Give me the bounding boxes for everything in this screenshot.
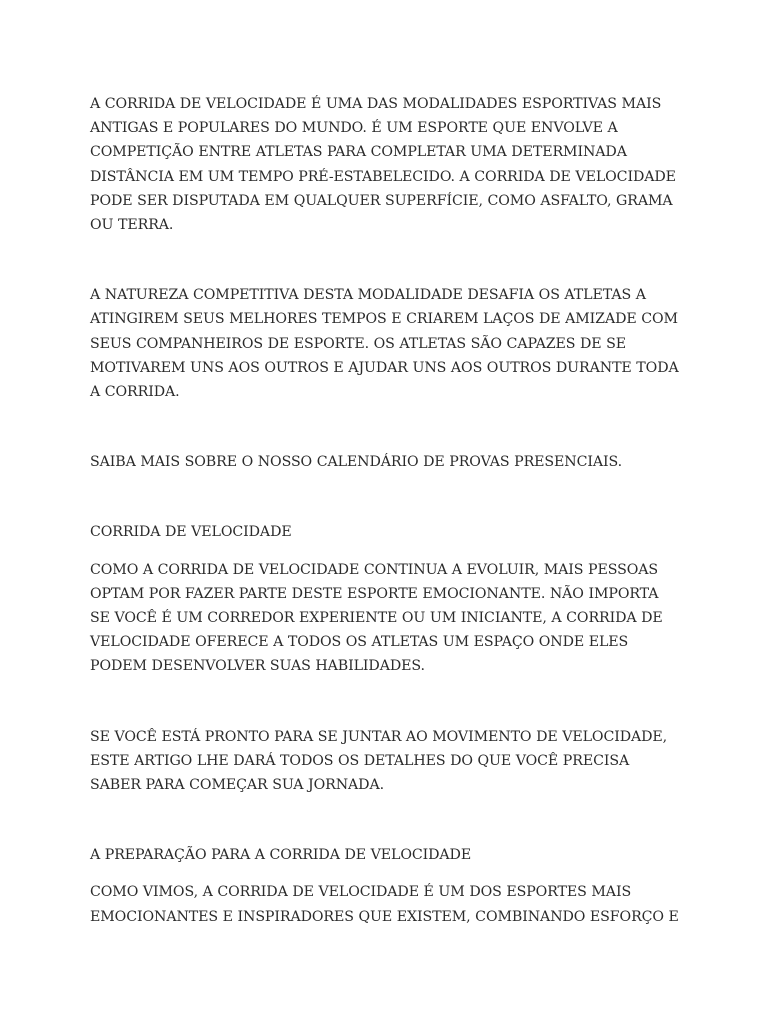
paragraph-evolution: COMO A CORRIDA DE VELOCIDADE CONTINUA A EVOLUIR, MAIS PESSOAS OPTAM POR FAZER PARTE DESTE ESPORTE EMOCIONANTE. NÃO IMPORTA SE VOCÊ É UM CORREDOR EXPERIENTE OU UM INICIANTE, A CORRIDA DE VELOCIDADE OFERECE A TODOS OS ATLETAS UM ESPAÇO ONDE ELES PODEM DESENVOLVER SUAS HABILIDADES. xyxy=(90,561,663,675)
paragraph-spacer xyxy=(90,867,680,880)
section-heading-corrida: CORRIDA DE VELOCIDADE xyxy=(90,524,292,541)
paragraph-spacer xyxy=(90,404,680,450)
paragraph-spacer xyxy=(90,797,680,843)
paragraph-preparation: COMO VIMOS, A CORRIDA DE VELOCIDADE É UM DOS ESPORTES MAIS EMOCIONANTES E INSPIRADORES QUE EXISTEM, COMBINANDO ESFORÇO E xyxy=(90,884,679,925)
section-heading-preparacao: A PREPARAÇÃO PARA A CORRIDA DE VELOCIDADE xyxy=(90,847,472,864)
paragraph-join-movement: SE VOCÊ ESTÁ PRONTO PARA SE JUNTAR AO MOVIMENTO DE VELOCIDADE, ESTE ARTIGO LHE DARÁ TODOS OS DETALHES DO QUE VOCÊ PRECISA SABER PARA COMEÇAR SUA JORNADA. xyxy=(90,728,668,794)
paragraph-competitive-nature: A NATUREZA COMPETITIVA DESTA MODALIDADE DESAFIA OS ATLETAS A ATINGIREM SEUS MELHORES TEMPOS E CRIAREM LAÇOS DE AMIZADE COM SEUS COMPANHEIROS DE ESPORTE. OS ATLETAS SÃO CAPAZES DE SE MOTIVAREM UNS AOS OUTROS E AJUDAR UNS AOS OUTROS DURANTE TODA A CORRIDA. xyxy=(90,287,679,401)
paragraph-calendar-link: SAIBA MAIS SOBRE O NOSSO CALENDÁRIO DE PROVAS PRESENCIAIS. xyxy=(90,454,623,471)
paragraph-spacer xyxy=(90,545,680,558)
document-page xyxy=(90,92,680,929)
paragraph-spacer xyxy=(90,474,680,520)
paragraph-spacer xyxy=(90,237,680,283)
paragraph-intro: A CORRIDA DE VELOCIDADE É UMA DAS MODALIDADES ESPORTIVAS MAIS ANTIGAS E POPULARES DO MUNDO. É UM ESPORTE QUE ENVOLVE A COMPETIÇÃO ENTRE ATLETAS PARA COMPLETAR UMA DETERMINADA DISTÂNCIA EM UM TEMPO PRÉ-ESTABELECIDO. A CORRIDA DE VELOCIDADE PODE SER DISPUTADA EM QUALQUER SUPERFÍCIE, COMO ASFALTO, GRAMA OU TERRA. xyxy=(90,96,676,234)
paragraph-spacer xyxy=(90,679,680,725)
